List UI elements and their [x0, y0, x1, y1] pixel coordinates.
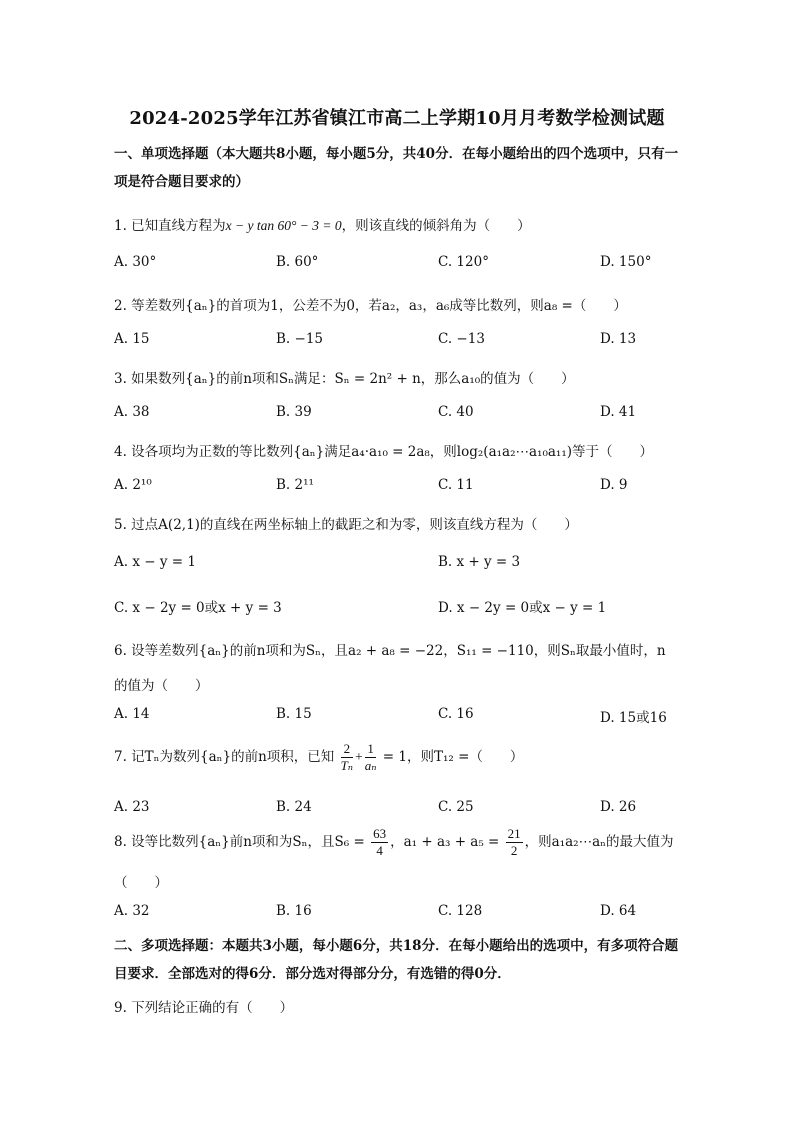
question-9: 9. 下列结论正确的有（ ） — [114, 1000, 294, 1016]
question-8-stem: 8. 设等比数列{aₙ}前n项和为Sₙ，且S₆ = — [114, 834, 365, 850]
question-6: 6. 设等差数列{aₙ}的前n项和为Sₙ，且a₂ + a₈ = −22，S₁₁ = −110，则Sₙ取最小值时，n — [114, 643, 666, 659]
section-1-heading: 一、单项选择题（本大题共8小题，每小题5分，共40分．在每小题给出的四个选项中，只有一项是符合题目要求的） — [114, 146, 679, 190]
q7-fraction-2-numerator: 1 — [365, 741, 377, 758]
question-2: 2. 等差数列{aₙ}的首项为1，公差不为0，若a₂，a₃，a₆成等比数列，则a₈ =（ ） — [114, 298, 627, 314]
q3-option-d: D. 41 — [600, 404, 637, 420]
question-1-stem-end: ，则该直线的倾斜角为（ ） — [341, 218, 531, 234]
question-1 — [114, 214, 531, 234]
q1-option-a: A. 30° — [114, 254, 157, 270]
q8-option-a: A. 32 — [114, 903, 150, 919]
page-title: 2024-2025学年江苏省镇江市高二上学期10月月考数学检测试题 — [129, 108, 665, 129]
q6-option-c: C. 16 — [438, 706, 474, 722]
q5-option-d: D. x − 2y = 0或x − y = 1 — [438, 600, 607, 616]
q8-option-b: B. 16 — [276, 903, 312, 919]
q2-option-d: D. 13 — [600, 331, 637, 347]
question-7-stem: 7. 记Tₙ为数列{aₙ}的前n项积，已知 — [114, 749, 335, 765]
question-1-stem: 1. 已知直线方程为 — [114, 218, 226, 234]
q8-fraction-1 — [371, 826, 388, 859]
q8-fraction-1-numerator: 63 — [373, 826, 387, 841]
q7-option-c: C. 25 — [438, 799, 474, 815]
question-4: 4. 设各项均为正数的等比数列{aₙ}满足a₄·a₁₀ = 2a₈，则log₂(a₁a₂⋯a₁₀a₁₁)等于（ ） — [114, 444, 654, 460]
q4-option-a: A. 2¹⁰ — [114, 477, 152, 493]
question-8-stem-mid: ，a₁ + a₃ + a₅ = — [390, 834, 500, 850]
q8-option-d: D. 64 — [600, 903, 637, 919]
q7-fraction-2 — [365, 741, 377, 774]
question-7-stem-end: = 1，则T₁₂ =（ ） — [382, 749, 524, 765]
q3-option-c: C. 40 — [438, 404, 474, 420]
q1-option-c: C. 120° — [438, 254, 489, 270]
q4-option-b: B. 2¹¹ — [276, 477, 314, 493]
q3-option-b: B. 39 — [276, 404, 312, 420]
q8-fraction-2-denominator: 2 — [510, 843, 518, 858]
question-7 — [114, 741, 523, 774]
q1-option-b: B. 60° — [276, 254, 319, 270]
q5-option-c: C. x − 2y = 0或x + y = 3 — [114, 600, 282, 616]
q6-option-b: B. 15 — [276, 706, 312, 722]
question-8-stem-end: ，则a₁a₂⋯aₙ的最大值为 — [524, 834, 674, 850]
q2-option-b: B. −15 — [276, 331, 323, 347]
q7-option-b: B. 24 — [276, 799, 312, 815]
q3-option-a: A. 38 — [114, 404, 150, 420]
q7-option-d: D. 26 — [600, 799, 637, 815]
q2-option-c: C. −13 — [438, 331, 485, 347]
q8-fraction-1-denominator: 4 — [376, 843, 383, 858]
q7-plus: + — [355, 749, 363, 764]
q8-fraction-2-numerator: 21 — [507, 826, 521, 841]
section-2-heading: 二、多项选择题：本题共3小题，每小题6分，共18分．在每小题给出的选项中，有多项符合题目要求．全部选对的得6分．部分选对得部分分，有选错的得0分． — [114, 938, 679, 982]
q5-option-b: B. x + y = 3 — [438, 554, 521, 570]
question-3: 3. 如果数列{aₙ}的前n项和Sₙ满足：Sₙ = 2n² + n，那么a₁₀的值为（ ） — [114, 371, 575, 387]
q1-option-d: D. 150° — [600, 254, 652, 270]
q2-option-a: A. 15 — [114, 331, 150, 347]
question-6-continued: 的值为（ ） — [114, 678, 209, 694]
question-8 — [114, 826, 673, 859]
q7-fraction-1 — [341, 741, 354, 774]
q7-option-a: A. 23 — [114, 799, 150, 815]
q7-fraction-1-denominator: Tₙ — [340, 758, 354, 773]
question-5: 5. 过点A(2,1)的直线在两坐标轴上的截距之和为零，则该直线方程为（ ） — [114, 517, 578, 533]
q6-option-d: D. 15或16 — [600, 710, 667, 726]
question-1-formula: x − y tan 60° − 3 = 0 — [225, 218, 342, 233]
q7-fraction-2-denominator: aₙ — [364, 758, 377, 773]
q4-option-d: D. 9 — [600, 477, 628, 493]
q7-fraction-1-numerator: 2 — [341, 741, 354, 758]
question-8-continued: （ ） — [114, 875, 168, 891]
q4-option-c: C. 11 — [438, 477, 474, 493]
q5-option-a: A. x − y = 1 — [114, 554, 196, 570]
q8-option-c: C. 128 — [438, 903, 483, 919]
q6-option-a: A. 14 — [114, 706, 150, 722]
q8-fraction-2 — [506, 826, 523, 859]
